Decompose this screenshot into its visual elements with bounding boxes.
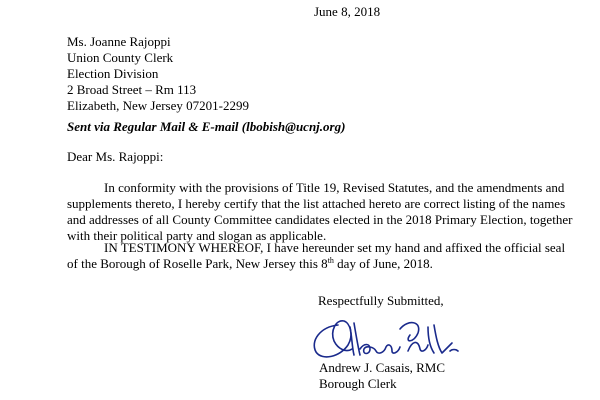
recipient-street: 2 Broad Street – Rm 113 bbox=[67, 82, 197, 97]
paragraph-text: of the Borough of Roselle Park, New Jersey this 8 bbox=[67, 256, 328, 271]
paragraph-line: with their political party and slogan as applicable. bbox=[67, 228, 327, 243]
paragraph-line: and addresses of all County Committee candidates elected in the 2018 Primary Election, together bbox=[67, 212, 573, 227]
recipient-division: Election Division bbox=[67, 66, 159, 81]
paragraph-line: supplements thereto, I hereby certify that the list attached hereto are correct listing of the names bbox=[67, 196, 566, 211]
handwritten-signature bbox=[300, 305, 460, 367]
recipient-address bbox=[67, 34, 249, 114]
paragraph-text: day of June, 2018. bbox=[333, 256, 433, 271]
signature-stroke bbox=[400, 323, 458, 353]
signer-block bbox=[319, 360, 445, 392]
delivery-note: Sent via Regular Mail & E-mail (lbobish@ucnj.org) bbox=[67, 119, 346, 134]
paragraph-line: IN TESTIMONY WHEREOF, I have hereunder set my hand and affixed the official seal bbox=[104, 240, 566, 255]
testimony-paragraph bbox=[67, 240, 567, 272]
signer-title: Borough Clerk bbox=[319, 376, 397, 391]
recipient-name: Ms. Joanne Rajoppi bbox=[67, 34, 171, 49]
signature-stroke bbox=[360, 345, 400, 354]
signer-name: Andrew J. Casais, RMC bbox=[319, 360, 446, 375]
signature-stroke bbox=[314, 321, 352, 357]
ordinal-suffix: th bbox=[327, 256, 334, 265]
closing: Respectfully Submitted, bbox=[318, 293, 444, 308]
paragraph-line: In conformity with the provisions of Title 19, Revised Statutes, and the amendments and bbox=[104, 180, 565, 195]
letter-date: June 8, 2018 bbox=[314, 4, 381, 19]
certification-paragraph bbox=[67, 180, 573, 244]
recipient-city: Elizabeth, New Jersey 07201-2299 bbox=[67, 98, 249, 113]
recipient-title: Union County Clerk bbox=[67, 50, 174, 65]
paragraph-line bbox=[67, 256, 567, 272]
salutation: Dear Ms. Rajoppi: bbox=[67, 149, 164, 164]
